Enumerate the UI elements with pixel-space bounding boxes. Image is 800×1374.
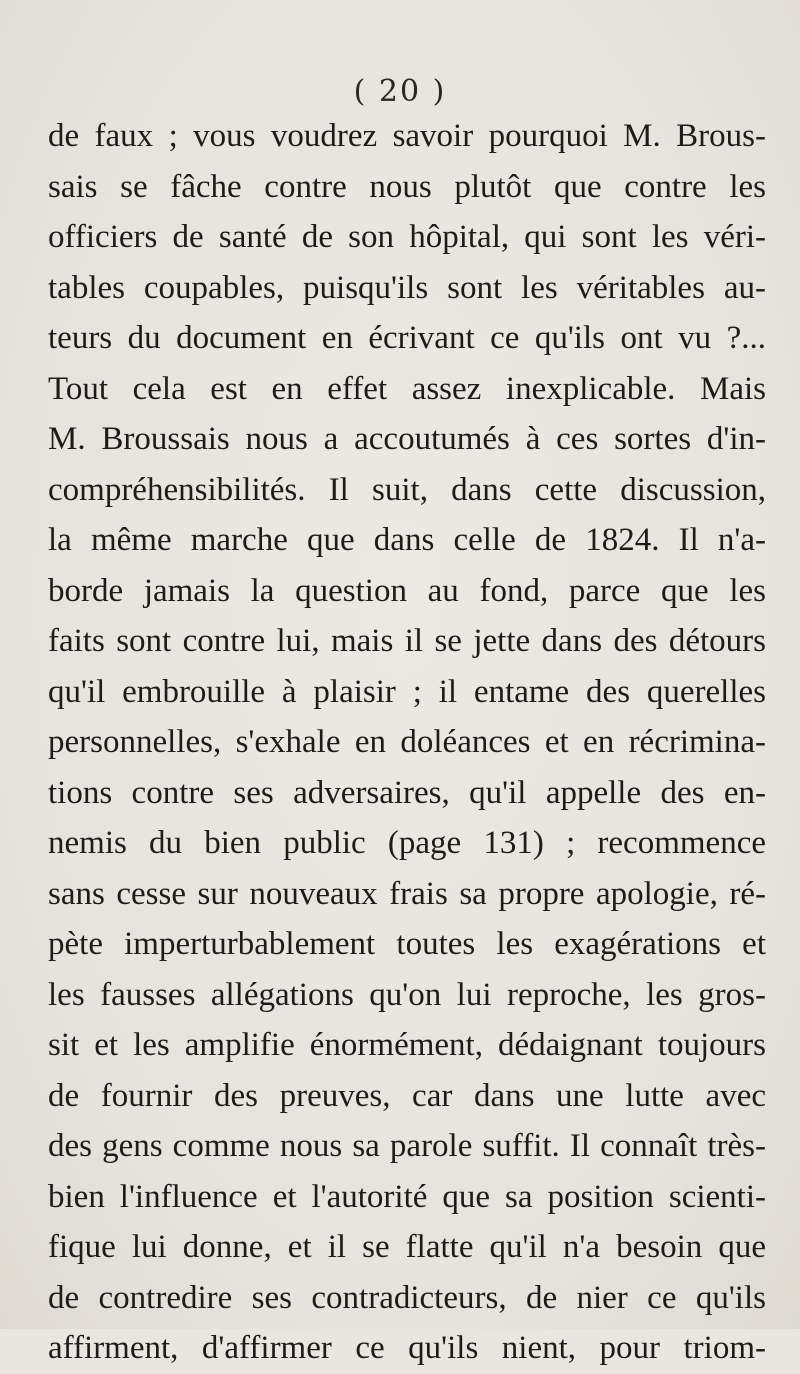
- text-line: pète imperturbablement toutes les exagérations et: [48, 926, 766, 962]
- text-line: teurs du document en écrivant ce qu'ils ont vu ?...: [48, 320, 766, 356]
- body-text: [48, 111, 766, 1374]
- text-line: sais se fâche contre nous plutôt que contre les: [48, 168, 766, 205]
- text-line: de fournir des preuves, car dans une lutte avec: [48, 1077, 766, 1114]
- text-line: qu'il embrouille à plaisir ; il entame des querelles: [48, 673, 766, 710]
- text-line: officiers de santé de son hôpital, qui sont les véri-: [48, 219, 766, 255]
- text-line: faits sont contre lui, mais il se jette dans des détours: [48, 623, 766, 659]
- text-line: de faux ; vous voudrez savoir pourquoi M. Brous-: [48, 118, 766, 154]
- text-line: borde jamais la question au fond, parce que les: [48, 572, 766, 609]
- text-line: de contredire ses contradicteurs, de nier ce qu'ils: [48, 1279, 766, 1316]
- text-line: tions contre ses adversaires, qu'il appelle des en-: [48, 774, 766, 811]
- text-line: compréhensibilités. Il suit, dans cette discussion,: [48, 471, 766, 508]
- text-line: des gens comme nous sa parole suffit. Il connaît très-: [48, 1128, 766, 1164]
- page-number: ( 20 ): [353, 74, 447, 109]
- text-line: les fausses allégations qu'on lui reproche, les gros-: [48, 976, 766, 1013]
- text-line: M. Broussais nous a accoutumés à ces sortes d'in-: [48, 421, 766, 457]
- text-line: sans cesse sur nouveaux frais sa propre apologie, ré-: [48, 875, 766, 912]
- text-line: affirment, d'affirmer ce qu'ils nient, pour triom-: [48, 1330, 766, 1366]
- text-line: fique lui donne, et il se flatte qu'il n'a besoin que: [48, 1229, 766, 1265]
- text-line: Tout cela est en effet assez inexplicable. Mais: [48, 370, 766, 407]
- text-line: sit et les amplifie énormément, dédaignant toujours: [48, 1027, 766, 1063]
- text-line: tables coupables, puisqu'ils sont les véritables au-: [48, 269, 766, 306]
- text-line: nemis du bien public (page 131) ; recommence: [48, 825, 766, 861]
- text-line: personnelles, s'exhale en doléances et en récrimina-: [48, 724, 766, 760]
- text-line: la même marche que dans celle de 1824. Il n'a-: [48, 522, 766, 558]
- text-line: bien l'influence et l'autorité que sa position scienti-: [48, 1178, 766, 1215]
